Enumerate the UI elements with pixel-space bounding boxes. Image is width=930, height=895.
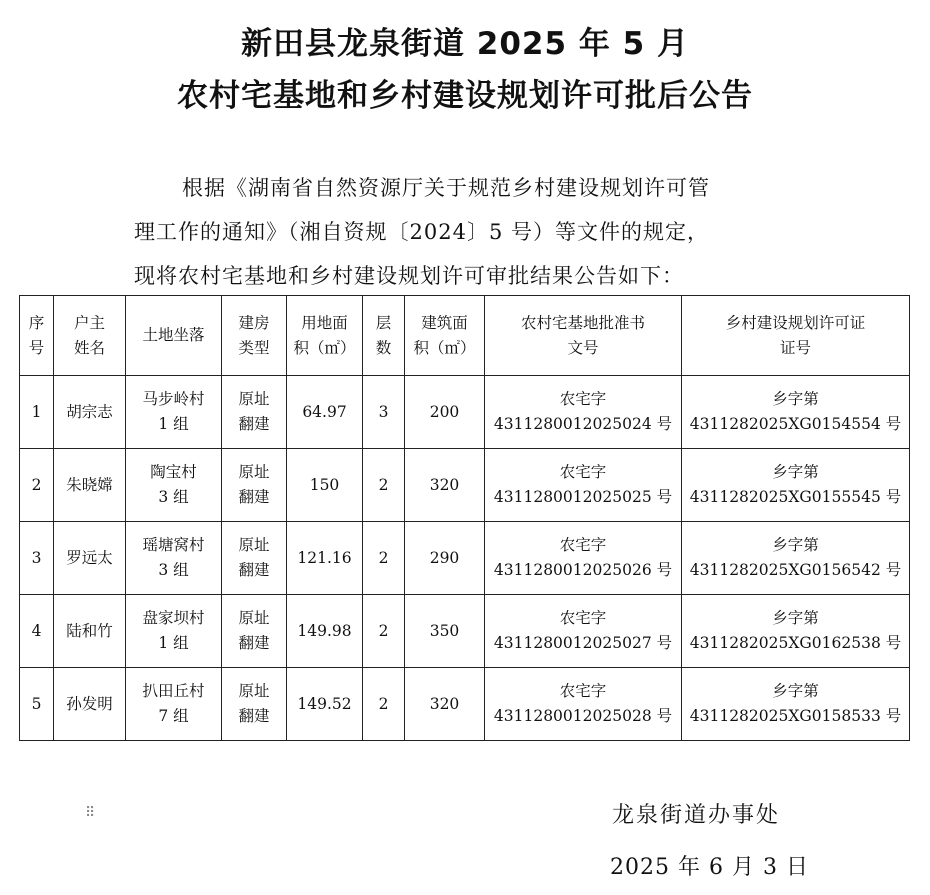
header-permit-no: 乡村建设规划许可证 证号 bbox=[682, 296, 910, 376]
cell-permit-no: 乡字第 4311282025XG0162538 号 bbox=[682, 595, 910, 668]
cell-owner: 罗远太 bbox=[54, 522, 126, 595]
cell-floors: 2 bbox=[363, 449, 405, 522]
header-type: 建房 类型 bbox=[222, 296, 287, 376]
cell-floors: 2 bbox=[363, 595, 405, 668]
table-row bbox=[20, 376, 910, 449]
cell-homestead-doc: 农宅字 4311280012025026 号 bbox=[485, 522, 682, 595]
approval-table bbox=[19, 295, 910, 741]
cell-no: 4 bbox=[20, 595, 54, 668]
cell-owner: 陆和竹 bbox=[54, 595, 126, 668]
cell-type: 原址 翻建 bbox=[222, 668, 287, 741]
cell-floors: 2 bbox=[363, 522, 405, 595]
cell-homestead-doc: 农宅字 4311280012025025 号 bbox=[485, 449, 682, 522]
cell-location: 扒田丘村 7 组 bbox=[126, 668, 222, 741]
cell-type: 原址 翻建 bbox=[222, 449, 287, 522]
header-homestead-doc: 农村宅基地批准书 文号 bbox=[485, 296, 682, 376]
header-owner: 户主 姓名 bbox=[54, 296, 126, 376]
cell-owner: 朱晓嫦 bbox=[54, 449, 126, 522]
header-no: 序 号 bbox=[20, 296, 54, 376]
cell-type: 原址 翻建 bbox=[222, 522, 287, 595]
cell-owner: 胡宗志 bbox=[54, 376, 126, 449]
issue-date: 2025 年 6 月 3 日 bbox=[610, 855, 809, 880]
cell-no: 1 bbox=[20, 376, 54, 449]
cell-building-area: 200 bbox=[405, 376, 485, 449]
cell-floors: 2 bbox=[363, 668, 405, 741]
cell-permit-no: 乡字第 4311282025XG0156542 号 bbox=[682, 522, 910, 595]
cell-no: 3 bbox=[20, 522, 54, 595]
document-title-line2: 农村宅基地和乡村建设规划许可批后公告 bbox=[177, 78, 753, 114]
cell-location: 瑶塘窝村 3 组 bbox=[126, 522, 222, 595]
cell-type: 原址 翻建 bbox=[222, 595, 287, 668]
cell-land-area: 121.16 bbox=[287, 522, 363, 595]
intro-line-3: 现将农村宅基地和乡村建设规划许可审批结果公告如下： bbox=[134, 264, 684, 288]
cell-no: 5 bbox=[20, 668, 54, 741]
cell-land-area: 149.98 bbox=[287, 595, 363, 668]
cell-permit-no: 乡字第 4311282025XG0155545 号 bbox=[682, 449, 910, 522]
intro-line-2: 理工作的通知》（湘自资规〔2024〕5 号）等文件的规定， bbox=[134, 220, 709, 244]
cell-land-area: 149.52 bbox=[287, 668, 363, 741]
intro-line-1: 根据《湖南省自然资源厅关于规范乡村建设规划许可管 bbox=[182, 176, 710, 200]
cell-homestead-doc: 农宅字 4311280012025027 号 bbox=[485, 595, 682, 668]
table-row bbox=[20, 522, 910, 595]
cell-type: 原址 翻建 bbox=[222, 376, 287, 449]
header-floors: 层 数 bbox=[363, 296, 405, 376]
intro-paragraph bbox=[134, 166, 794, 298]
cell-permit-no: 乡字第 4311282025XG0154554 号 bbox=[682, 376, 910, 449]
cell-permit-no: 乡字第 4311282025XG0158533 号 bbox=[682, 668, 910, 741]
cell-homestead-doc: 农宅字 4311280012025028 号 bbox=[485, 668, 682, 741]
cell-no: 2 bbox=[20, 449, 54, 522]
document-title-line1: 新田县龙泉街道 2025 年 5 月 bbox=[240, 26, 690, 62]
table-row bbox=[20, 595, 910, 668]
cell-owner: 孙发明 bbox=[54, 668, 126, 741]
header-land-area: 用地面 积（㎡） bbox=[287, 296, 363, 376]
cell-homestead-doc: 农宅字 4311280012025024 号 bbox=[485, 376, 682, 449]
cell-location: 马步岭村 1 组 bbox=[126, 376, 222, 449]
cell-land-area: 64.97 bbox=[287, 376, 363, 449]
cell-location: 盘家坝村 1 组 bbox=[126, 595, 222, 668]
cell-building-area: 320 bbox=[405, 668, 485, 741]
table-header-row bbox=[20, 296, 910, 376]
header-building-area: 建筑面 积（㎡） bbox=[405, 296, 485, 376]
cell-building-area: 350 bbox=[405, 595, 485, 668]
table-row bbox=[20, 449, 910, 522]
header-location: 土地坐落 bbox=[126, 296, 222, 376]
drag-handle-icon[interactable]: ⠿ bbox=[85, 805, 94, 821]
table-row bbox=[20, 668, 910, 741]
cell-floors: 3 bbox=[363, 376, 405, 449]
issuer-signature: 龙泉街道办事处 bbox=[612, 803, 781, 828]
cell-location: 陶宝村 3 组 bbox=[126, 449, 222, 522]
cell-building-area: 320 bbox=[405, 449, 485, 522]
cell-building-area: 290 bbox=[405, 522, 485, 595]
cell-land-area: 150 bbox=[287, 449, 363, 522]
